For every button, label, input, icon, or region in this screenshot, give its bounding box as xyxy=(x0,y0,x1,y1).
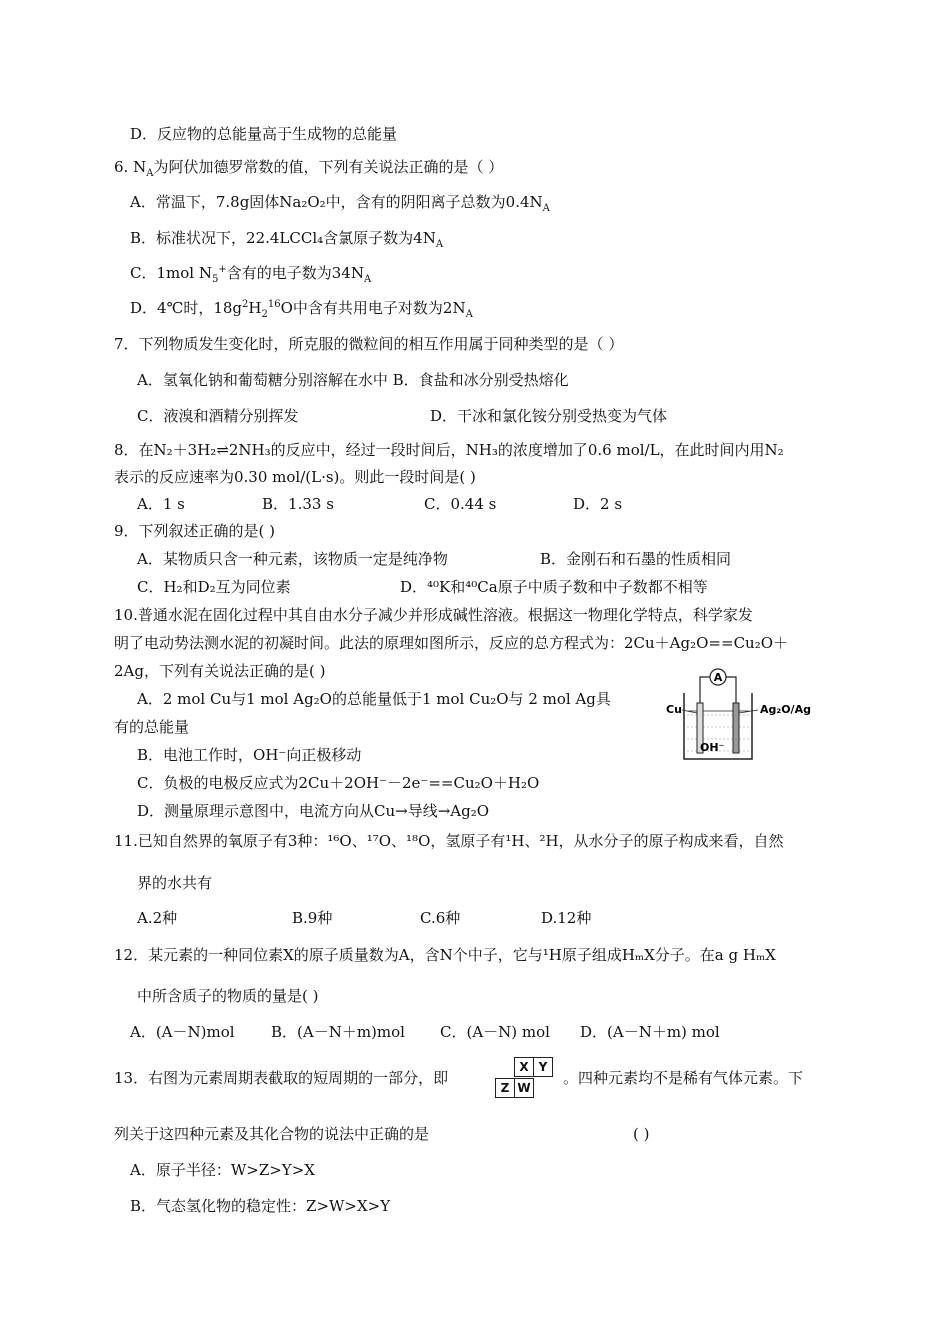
q12-option-d: D．(A－N＋m) mol xyxy=(580,1023,720,1041)
q13-option-a: A．原子半径：W>Z>Y>X xyxy=(130,1161,315,1179)
cu-electrode-label: Cu xyxy=(666,703,682,716)
q6-option-d: D．4℃时，$18g^2H_2^{16}O$中含有共用电子对数为$2N_A$ xyxy=(130,299,473,320)
q11-stem-2: 界的水共有 xyxy=(137,874,213,892)
q9-stem: 9．下列叙述正确的是( ) xyxy=(114,522,276,540)
q7-option-c: C．液溴和酒精分别挥发 xyxy=(137,407,299,425)
q13-answer-paren: ( ) xyxy=(633,1125,650,1143)
q13-option-b: B．气态氢化物的稳定性：Z>W>X>Y xyxy=(130,1197,391,1215)
q10-option-b: B．电池工作时，OH⁻向正极移动 xyxy=(137,746,362,764)
ammeter-label: A xyxy=(713,671,723,684)
q10-option-c: C．负极的电极反应式为2Cu＋2OH⁻－2e⁻==Cu₂O＋H₂O xyxy=(137,774,540,792)
q10-option-a-2: 有的总能量 xyxy=(114,718,190,736)
ag2o-electrode-label: Ag₂O/Ag xyxy=(760,703,811,716)
q8-option-b: B．1.33 s xyxy=(262,495,334,513)
q9-option-a: A．某物质只含一种元素，该物质一定是纯净物 xyxy=(137,550,448,568)
q7-option-d: D．干冰和氯化铵分别受热变为气体 xyxy=(430,407,668,425)
q13-stem-1-post: 。四种元素均不是稀有气体元素。下 xyxy=(563,1069,804,1087)
q9-option-c: C．H₂和D₂互为同位素 xyxy=(137,578,291,596)
q10-stem-2: 明了电动势法测水泥的初凝时间。此法的原理如图所示，反应的总方程式为：2Cu＋Ag₂O==Cu₂O＋ xyxy=(114,634,789,652)
q6-option-b: B．标准状况下，22.4LCCl₄含氯原子数为$4N_A$ xyxy=(130,229,444,250)
q6-stem: 6. $N_A$为阿伏加德罗常数的值，下列有关说法正确的是（ ） xyxy=(114,158,504,179)
q10-stem-1: 10.普通水泥在固化过程中其自由水分子减少并形成碱性溶液。根据这一物理化学特点，科学家发 xyxy=(114,606,753,624)
q11-stem-1: 11.已知自然界的氧原子有3种：¹⁶O、¹⁷O、¹⁸O，氢原子有¹H、²H，从水分子的原子构成来看，自然 xyxy=(114,832,784,850)
periodic-table-fragment xyxy=(490,1057,548,1099)
hydroxide-label: OH⁻ xyxy=(700,741,725,754)
q11-option-b: B.9种 xyxy=(292,909,333,927)
q8-option-a: A．1 s xyxy=(137,495,185,513)
cell-diagram xyxy=(662,665,812,765)
q9-option-d: D．⁴⁰K和⁴⁰Ca原子中质子数和中子数都不相等 xyxy=(400,578,708,596)
q12-option-b: B．(A－N＋m)mol xyxy=(271,1023,405,1041)
q12-stem-1: 12．某元素的一种同位素X的原子质量数为A，含N个中子，它与¹H原子组成HₘX分子。在a g HₘX xyxy=(114,946,776,964)
cell-x: X xyxy=(514,1057,534,1077)
cell-y: Y xyxy=(533,1057,553,1077)
q8-option-c: C．0.44 s xyxy=(424,495,497,513)
q6-option-c: C．1mol $N_5^+$含有的电子数为$34N_A$ xyxy=(130,264,372,285)
q6-option-a: A．常温下，7.8g固体Na₂O₂中，含有的阴阳离子总数为$0.4N_A$ xyxy=(130,193,550,214)
q13-stem-2: 列关于这四种元素及其化合物的说法中正确的是 xyxy=(114,1125,430,1143)
cell-z: Z xyxy=(495,1078,515,1098)
q11-option-c: C.6种 xyxy=(420,909,461,927)
q13-stem-1-pre: 13．右图为元素周期表截取的短周期的一部分，即 xyxy=(114,1069,449,1087)
cell-w: W xyxy=(514,1078,534,1098)
q12-option-c: C．(A－N) mol xyxy=(440,1023,550,1041)
q9-option-b: B．金刚石和石墨的性质相同 xyxy=(540,550,732,568)
q10-option-a-1: A．2 mol Cu与1 mol Ag₂O的总能量低于1 mol Cu₂O与 2 mol Ag具 xyxy=(137,690,611,708)
cell-diagram-svg xyxy=(662,665,812,765)
q5-option-d: D．反应物的总能量高于生成物的总能量 xyxy=(130,125,398,143)
q7-options-ab: A．氢氧化钠和葡萄糖分别溶解在水中 B．食盐和冰分别受热熔化 xyxy=(137,371,569,389)
q10-option-d: D．测量原理示意图中，电流方向从Cu→导线→Ag₂O xyxy=(137,802,490,820)
q8-option-d: D．2 s xyxy=(573,495,623,513)
q7-stem: 7．下列物质发生变化时，所克服的微粒间的相互作用属于同种类型的是（ ） xyxy=(114,335,624,353)
q11-option-a: A.2种 xyxy=(137,909,178,927)
q11-option-d: D.12种 xyxy=(541,909,592,927)
q8-stem-1: 8．在N₂＋3H₂⇌2NH₃的反应中，经过一段时间后，NH₃的浓度增加了0.6 mol/L，在此时间内用N₂ xyxy=(114,441,784,459)
q12-option-a: A．(A－N)mol xyxy=(130,1023,235,1041)
q10-stem-3: 2Ag，下列有关说法正确的是( ) xyxy=(114,662,326,680)
q8-stem-2: 表示的反应速率为0.30 mol/(L·s)。则此一段时间是( ) xyxy=(114,468,476,486)
q12-stem-2: 中所含质子的物质的量是( ) xyxy=(137,987,319,1005)
